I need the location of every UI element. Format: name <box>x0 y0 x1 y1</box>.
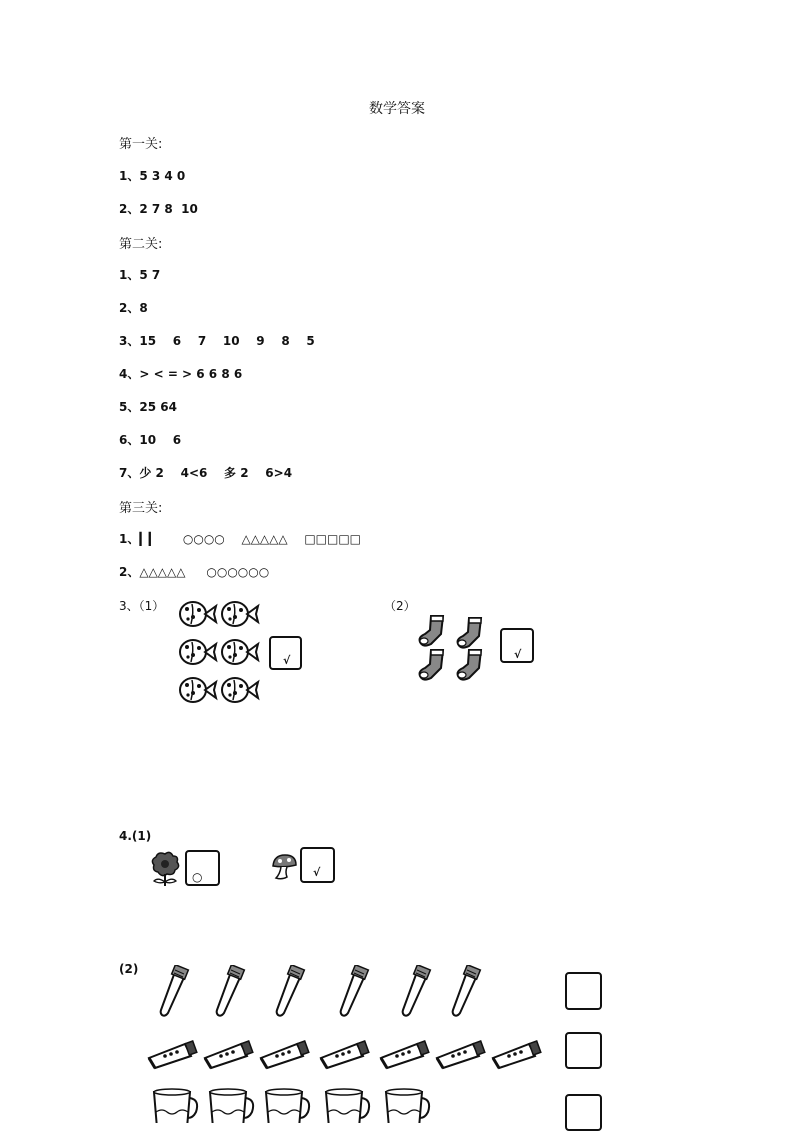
level1-answer-1: 1、5 3 4 0 <box>119 169 186 183</box>
flower-circle-mark: ○ <box>192 870 203 884</box>
flower-illustration <box>150 850 180 888</box>
mushroom-check-mark: √ <box>313 866 321 879</box>
answer-box-flower <box>185 850 220 886</box>
level2-answer-2: 2、8 <box>119 301 148 315</box>
mushroom-illustration <box>270 852 298 882</box>
level2-answer-4: 4、> < = > 6 6 8 6 <box>119 367 243 381</box>
level3-heading: 第三关: <box>119 501 163 516</box>
socks-check-mark: √ <box>514 648 522 661</box>
fish-check-mark: √ <box>283 654 291 667</box>
socks-group-illustration <box>415 612 495 684</box>
cup-row-illustration <box>148 1086 438 1123</box>
level3-q3-label-2: （2） <box>384 599 416 613</box>
level2-heading: 第二关: <box>119 237 163 252</box>
q4-part1-label: 4.(1) <box>119 829 152 843</box>
level3-answer-2: 2、△△△△△ ○○○○○○ <box>119 565 270 579</box>
page-title: 数学答案 <box>369 101 425 117</box>
toothbrush-row-illustration <box>150 965 490 1020</box>
level2-answer-3: 3、15 6 7 10 9 8 5 <box>119 334 315 348</box>
answer-box-cup <box>565 1094 602 1131</box>
level2-answer-1: 1、5 7 <box>119 268 161 282</box>
level1-answer-2: 2、2 7 8 10 <box>119 202 198 216</box>
toothpaste-row-illustration <box>145 1034 545 1074</box>
answer-box-toothbrush <box>565 972 602 1010</box>
level2-answer-7: 7、少 2 4<6 多 2 6>4 <box>119 466 293 480</box>
answer-box-toothpaste <box>565 1032 602 1069</box>
level1-heading: 第一关: <box>119 137 163 152</box>
level2-answer-6: 6、10 6 <box>119 433 182 447</box>
level3-answer-1: 1、▎▎ ○○○○ △△△△△ □□□□□ <box>119 532 362 546</box>
level3-q3-label: 3、（1） <box>119 599 165 613</box>
fish-group-illustration <box>176 598 266 708</box>
level2-answer-5: 5、25 64 <box>119 400 177 414</box>
q4-part2-label: (2) <box>119 962 139 976</box>
